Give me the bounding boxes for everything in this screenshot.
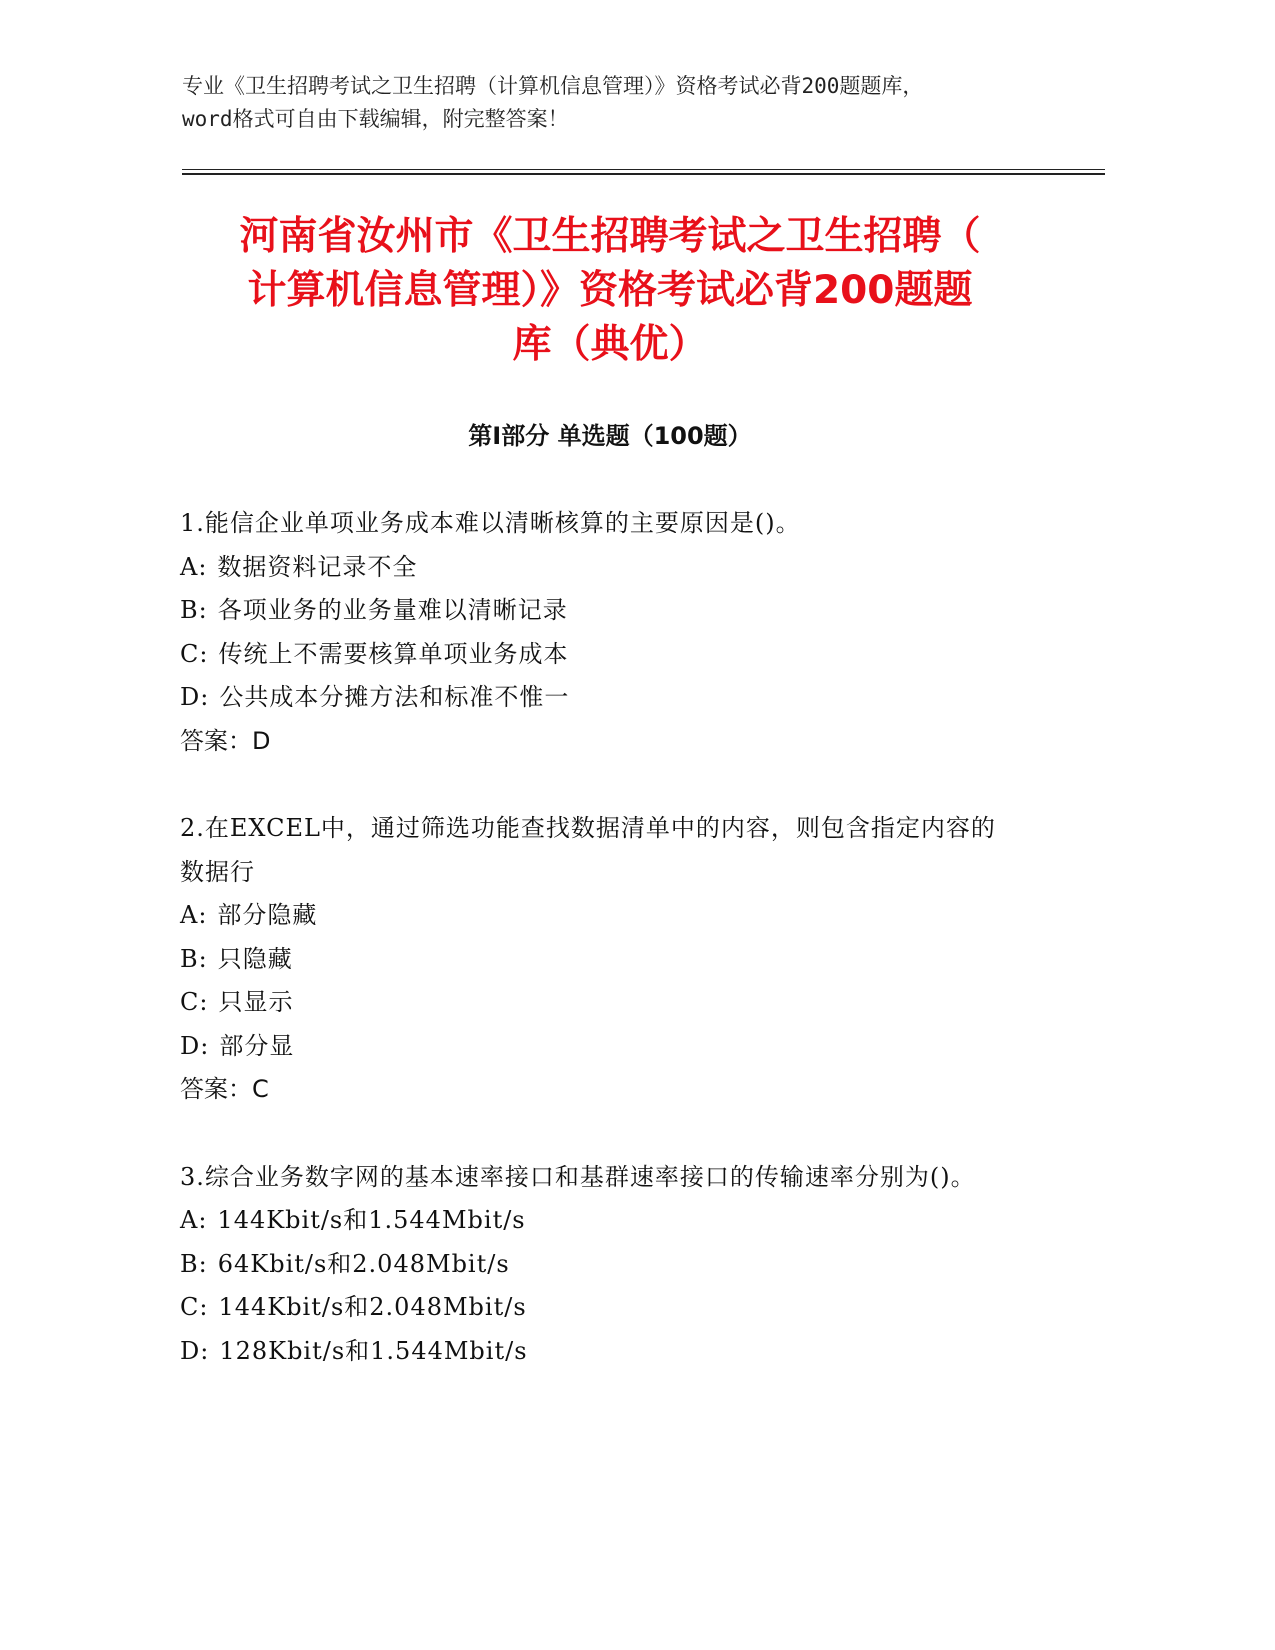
option-prefix: C: — [180, 988, 209, 1016]
option-prefix: B: — [180, 944, 208, 973]
option-a — [180, 894, 1020, 938]
header-note-line1: 专业《卫生招聘考试之卫生招聘（计算机信息管理）》资格考试必背200题题库， — [182, 74, 924, 98]
option-b — [180, 1243, 1020, 1287]
option-prefix: A: — [180, 552, 208, 581]
option-prefix: C: — [180, 1293, 209, 1321]
question-list — [180, 502, 1020, 1417]
header-divider-thin — [182, 169, 1105, 170]
option-prefix: A: — [180, 1206, 208, 1234]
option-text: 传统上不需要核算单项业务成本 — [218, 639, 569, 668]
document-title-line3: 库（典优） — [512, 322, 708, 367]
document-title-line2: 计算机信息管理）》资格考试必背200题题 — [247, 268, 973, 313]
option-text: 部分显 — [219, 1031, 295, 1060]
option-prefix: B: — [180, 1249, 208, 1278]
option-prefix: D: — [180, 683, 210, 711]
option-text: 64Kbit/s和2.048Mbit/s — [217, 1249, 510, 1278]
header-note — [182, 70, 1082, 136]
answer-line: 答案：C — [180, 1075, 269, 1103]
option-prefix: C: — [180, 639, 209, 668]
option-c — [180, 1286, 1020, 1330]
option-text: 144Kbit/s和2.048Mbit/s — [218, 1293, 527, 1321]
option-text: 数据资料记录不全 — [217, 552, 418, 581]
question-text: 2.在EXCEL中，通过筛选功能查找数据清单中的内容，则包含指定内容的数据行 — [180, 814, 996, 886]
option-b — [180, 938, 1020, 982]
option-prefix: B: — [180, 596, 208, 624]
question-3 — [180, 1156, 1020, 1374]
option-prefix: D: — [180, 1336, 210, 1365]
option-d — [180, 1025, 1020, 1069]
option-text: 部分隐藏 — [217, 901, 318, 929]
option-prefix: A: — [180, 901, 208, 929]
question-text: 3.综合业务数字网的基本速率接口和基群速率接口的传输速率分别为()。 — [180, 1162, 976, 1191]
question-text: 1.能信企业单项业务成本难以清晰核算的主要原因是()。 — [180, 509, 801, 537]
option-text: 只隐藏 — [217, 944, 293, 973]
option-a — [180, 1199, 1020, 1243]
option-text: 公共成本分摊方法和标准不惟一 — [219, 683, 570, 711]
option-prefix: D: — [180, 1031, 210, 1060]
option-a — [180, 546, 1020, 590]
header-note-line2: word格式可自由下载编辑，附完整答案！ — [182, 107, 569, 131]
header-divider-thick — [182, 173, 1105, 175]
option-d — [180, 676, 1020, 720]
document-title-line1: 河南省汝州市《卫生招聘考试之卫生招聘（ — [239, 214, 981, 259]
section-heading: 第Ⅰ部分 单选题（100题） — [468, 422, 752, 450]
option-b — [180, 589, 1020, 633]
option-text: 128Kbit/s和1.544Mbit/s — [219, 1336, 528, 1365]
option-text: 各项业务的业务量难以清晰记录 — [217, 596, 568, 624]
option-c — [180, 633, 1020, 677]
option-d — [180, 1330, 1020, 1374]
option-text: 144Kbit/s和1.544Mbit/s — [217, 1206, 526, 1234]
question-2 — [180, 807, 1020, 1112]
question-1 — [180, 502, 1020, 763]
option-c — [180, 981, 1020, 1025]
document-title — [180, 210, 1040, 372]
answer-line: 答案：D — [180, 726, 271, 755]
option-text: 只显示 — [218, 988, 294, 1016]
